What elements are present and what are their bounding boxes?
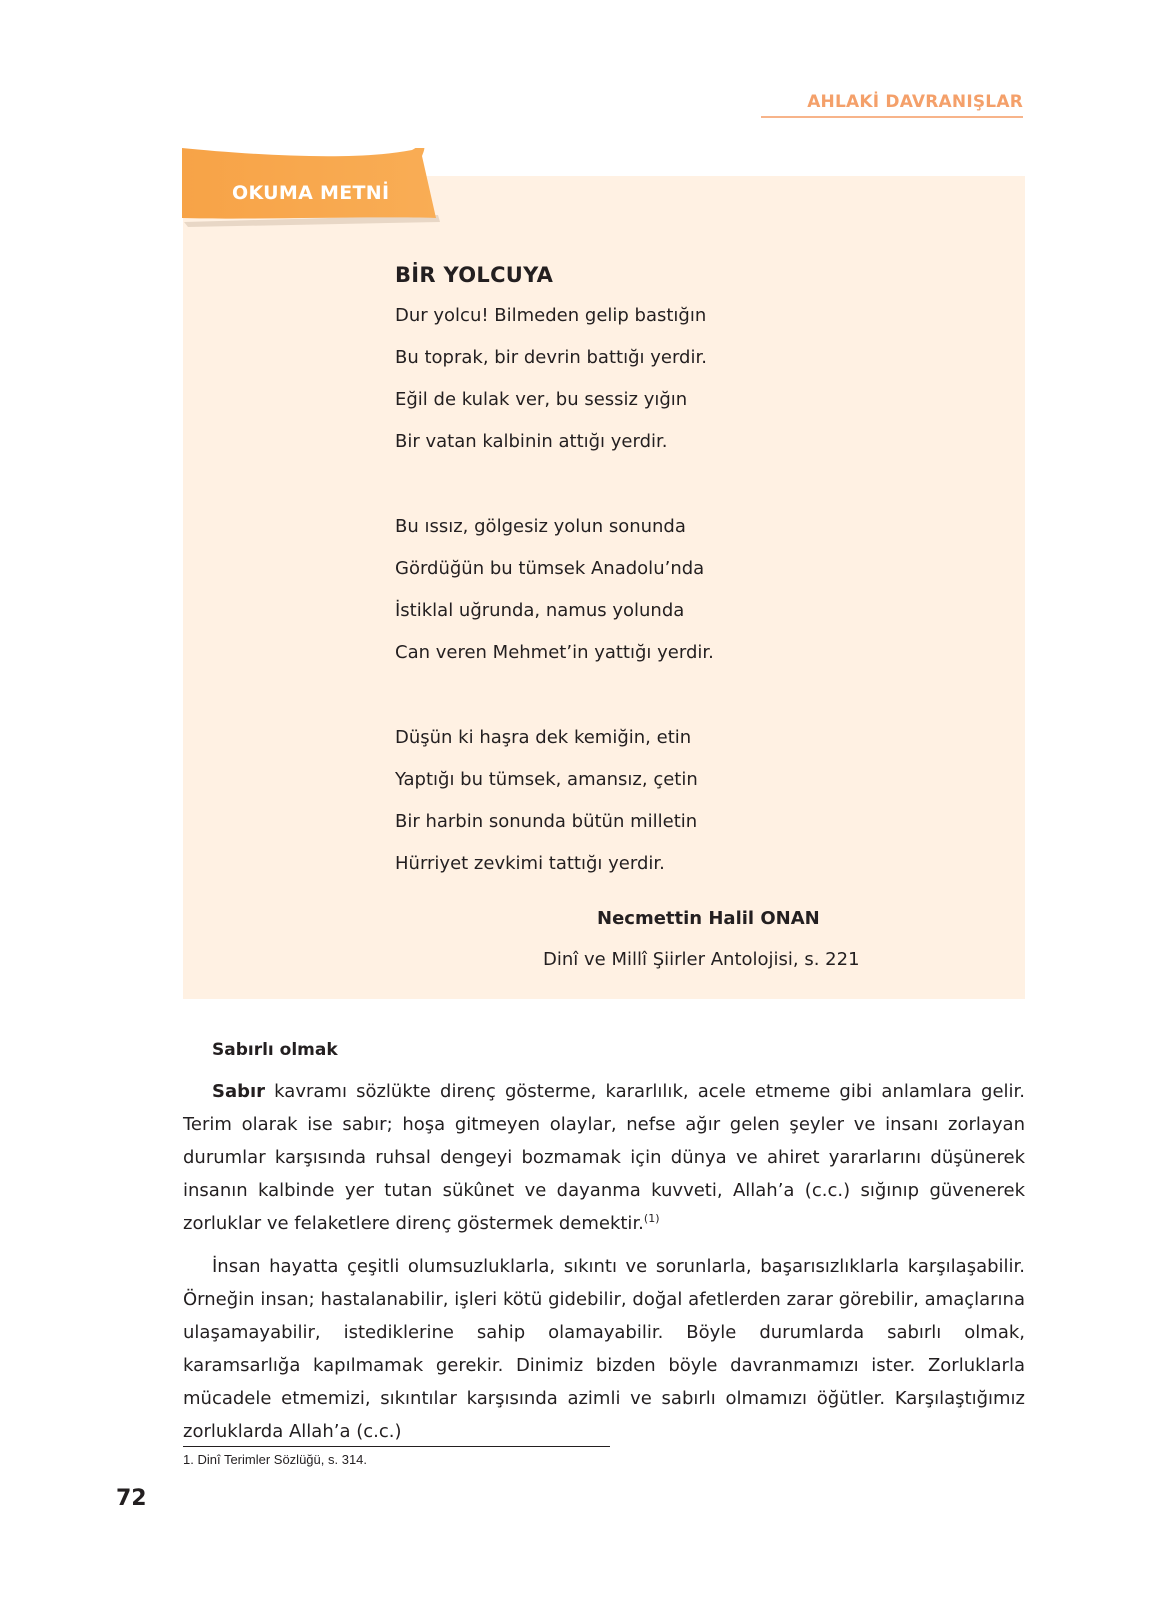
poem-author: Necmettin Halil ONAN bbox=[597, 908, 820, 929]
poem-line: Bir vatan kalbinin attığı yerdir. bbox=[395, 431, 668, 452]
poem-line: Bu toprak, bir devrin battığı yerdir. bbox=[395, 347, 707, 368]
poem-title: BİR YOLCUYA bbox=[395, 263, 554, 287]
poem-line: Can veren Mehmet’in yattığı yerdir. bbox=[395, 642, 714, 663]
poem-line: Bir harbin sonunda bütün milletin bbox=[395, 811, 698, 832]
poem-line: Yaptığı bu tümsek, amansız, çetin bbox=[395, 769, 698, 790]
stanza bbox=[395, 305, 955, 473]
poem-source: Dinî ve Millî Şiirler Antolojisi, s. 221 bbox=[543, 949, 860, 970]
term-bold: Sabır bbox=[212, 1081, 266, 1102]
poem-line: Dur yolcu! Bilmeden gelip bastığın bbox=[395, 305, 707, 326]
footnote: 1. Dinî Terimler Sözlüğü, s. 314. bbox=[183, 1452, 368, 1467]
poem-line: Eğil de kulak ver, bu sessiz yığın bbox=[395, 389, 688, 410]
reading-tab bbox=[182, 148, 446, 228]
paragraph: İnsan hayatta çeşitli olumsuzluklarla, sıkıntı ve sorunlarla, başarısızlıklarla karşılaşabilir. Örneğin insan; hastalanabilir, işleri kötü gidebilir, doğal afetlerden zarar görebilir, amaçlarına ulaşamayabilir, istediklerine sahip olamayabilir. Böyle durumlarda sabırlı olmak, karamsarlığa kapılmamak gerekir. Dinimiz bizden böyle davranmamızı ister. Zorluklarla mücadele etmemizi, sıkıntılar karşısında azimli ve sabırlı olmamızı öğütler. Karşılaştığımız zorluklarda Allah’a (c.c.) bbox=[183, 1256, 1025, 1442]
poem-line: Gördüğün bu tümsek Anadolu’nda bbox=[395, 558, 705, 579]
poem bbox=[395, 263, 955, 895]
body-text bbox=[183, 1075, 1025, 1458]
paragraph-text: kavramı sözlükte direnç gösterme, kararlılık, acele etmeme gibi anlamlara gelir. Terim olarak ise sabır; hoşa gitmeyen olaylar, nefse ağır gelen şeyler ve insanı zorlayan durumlar karşısında ruhsal dengeyi bozmamak için dünya ve ahiret yararlarını düşünerek insanın kalbinde yer tutan sükûnet ve dayanma kuvveti, Allah’a (c.c.) sığınıp güvenerek zorluklar ve felaketlere direnç göstermek demektir. bbox=[183, 1081, 1025, 1234]
running-header: AHLAKİ DAVRANIŞLAR bbox=[761, 92, 1023, 118]
paragraph bbox=[183, 1075, 1025, 1240]
poem-line: İstiklal uğrunda, namus yolunda bbox=[395, 600, 685, 621]
footnote-ref: (1) bbox=[643, 1212, 660, 1225]
page-number: 72 bbox=[116, 1486, 147, 1511]
stanza bbox=[395, 516, 955, 684]
poem-line: Hürriyet zevkimi tattığı yerdir. bbox=[395, 853, 665, 874]
reading-tab-label: OKUMA METNİ bbox=[232, 182, 390, 204]
poem-line: Bu ıssız, gölgesiz yolun sonunda bbox=[395, 516, 686, 537]
stanza bbox=[395, 727, 955, 895]
footnote-divider bbox=[183, 1446, 610, 1447]
poem-line: Düşün ki haşra dek kemiğin, etin bbox=[395, 727, 692, 748]
section-heading: Sabırlı olmak bbox=[212, 1040, 338, 1060]
